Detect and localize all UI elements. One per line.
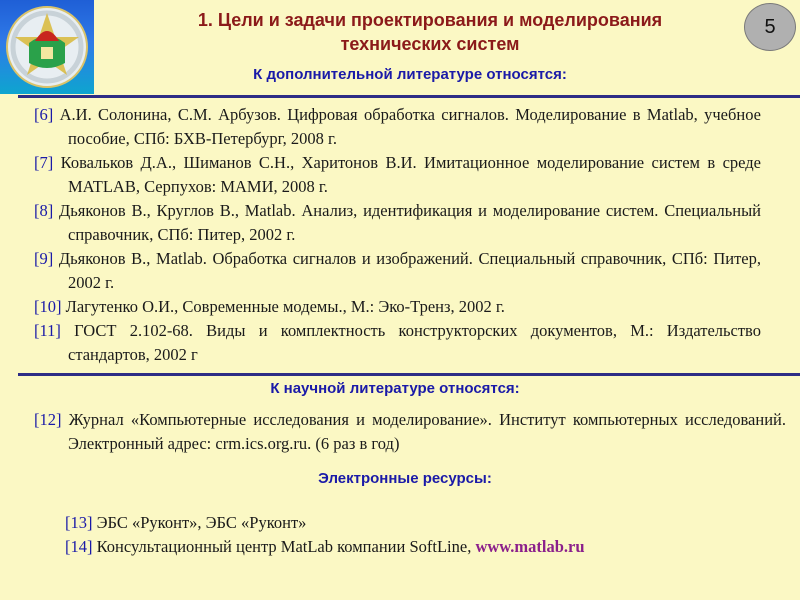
reference-item	[34, 319, 761, 367]
reference-item	[34, 103, 761, 151]
reference-item	[34, 295, 761, 319]
page-title	[140, 8, 720, 56]
page-title-line1: 1. Цели и задачи проектирования и моделирования	[197, 10, 663, 30]
section-heading-scientific: К научной литературе относятся:	[270, 380, 520, 397]
reference-list-scientific	[34, 408, 786, 456]
reference-text: Ковальков Д.А., Шиманов С.Н., Харитонов В.И. Имитационное моделирование систем в среде MATLAB, Серпухов: МАМИ, 2008 г.	[60, 153, 762, 196]
reference-number: [14]	[65, 537, 93, 556]
divider	[18, 373, 800, 376]
page-title-line2: технических систем	[340, 34, 520, 54]
reference-number: [13]	[65, 513, 93, 532]
reference-number: [10]	[34, 297, 62, 316]
reference-item	[34, 199, 761, 247]
reference-text: Лагутенко О.И., Современные модемы., М.: Эко-Тренз, 2002 г.	[65, 297, 505, 316]
reference-item	[34, 151, 761, 199]
reference-text: ГОСТ 2.102-68. Виды и комплектность конструкторских документов, М.: Издательство стандартов, 2002 г	[68, 321, 761, 364]
reference-item	[65, 511, 765, 535]
reference-text: Дьяконов В., Matlab. Обработка сигналов и изображений. Специальный справочник, СПб: Питер, 2002 г.	[58, 249, 762, 292]
reference-number: [8]	[34, 201, 54, 220]
reference-text: Дьяконов В., Круглов В., Matlab. Анализ, идентификация и моделирование систем. Специальный справочник, СПб: Питер, 2002 г.	[59, 201, 761, 244]
reference-text: А.И. Солонина, С.М. Арбузов. Цифровая обработка сигналов. Моделирование в Matlab, учебное пособие, СПб: БХВ-Петербург, 2008 г.	[59, 105, 762, 148]
reference-number: [6]	[34, 105, 54, 124]
reference-number: [9]	[34, 249, 54, 268]
reference-text: Журнал «Компьютерные исследования и моделирование». Институт компьютерных исследований. Электронный адрес: crm.ics.org.ru. (6 раз в год)	[68, 410, 786, 453]
section-heading-electronic: Электронные ресурсы:	[318, 470, 492, 487]
reference-text: Консультационный центр MatLab компании SoftLine,	[96, 537, 476, 556]
reference-list-additional	[34, 103, 761, 367]
reference-number: [12]	[34, 410, 62, 429]
reference-list-electronic	[65, 511, 765, 559]
page-number-badge: 5	[744, 3, 796, 51]
reference-item	[34, 247, 761, 295]
reference-number: [7]	[34, 153, 54, 172]
matlab-link[interactable]: www.matlab.ru	[475, 537, 585, 556]
reference-item	[34, 408, 786, 456]
section-heading-additional: К дополнительной литературе относятся:	[253, 66, 567, 83]
reference-item	[65, 535, 765, 559]
divider	[18, 95, 800, 98]
reference-number: [11]	[34, 321, 61, 340]
reference-text: ЭБС «Руконт», ЭБС «Руконт»	[96, 513, 307, 532]
